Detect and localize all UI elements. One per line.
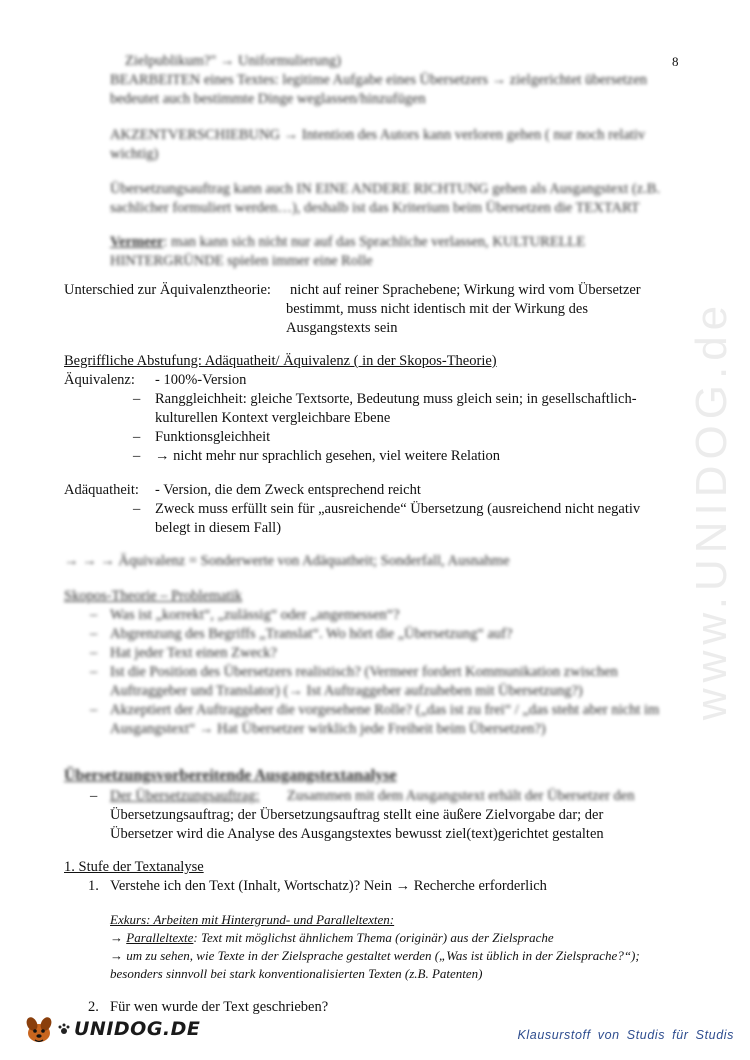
list-item: Verstehe ich den Text (Inhalt, Wortschatz)? Nein → Recherche erforderlich — [110, 878, 547, 894]
blurred-line: Was ist „korrekt“, „zulässig“ oder „angemessen“? — [110, 607, 400, 623]
dash-bullet: – — [133, 448, 141, 464]
blurred-line: sachlicher formuliert werden…), deshalb ist das Kriterium beim Übersetzen die TEXTART — [110, 200, 640, 216]
blurred-line: Akzeptiert der Auftraggeber die vorgesehene Rolle? („das ist zu frei“ / „das steht aber nicht im — [110, 702, 660, 718]
page-number: 8 — [672, 54, 679, 69]
blurred-line: wichtig) — [110, 146, 159, 162]
blurred-line: bedeutet auch bestimmte Dinge weglassen/hinzufügen — [110, 91, 426, 107]
exkurs-heading: Exkurs: Arbeiten mit Hintergrund- und Paralleltexten: — [110, 912, 395, 927]
analyse-bullet-rest: Zusammen mit dem Ausgangstext erhält der Übersetzer den — [287, 788, 635, 804]
watermark — [688, 280, 736, 740]
bullet-text: → nicht mehr nur sprachlich gesehen, viel weitere Relation — [155, 448, 501, 464]
unterschied-line: nicht auf reiner Sprachebene; Wirkung wird vom Übersetzer — [290, 282, 641, 298]
blurred-line: Hat jeder Text einen Zweck? — [110, 645, 277, 661]
exkurs-line: → Paralleltexte: Text mit möglichst ähnlichem Thema (originär) aus der Zielsprache — [110, 930, 554, 945]
adaequatheit-value: - Version, die dem Zweck entsprechend reicht — [155, 482, 421, 498]
bullet-text: Ranggleichheit: gleiche Textsorte, Bedeutung muss gleich sein; in gesellschaftlich- — [155, 391, 637, 407]
list-item: Für wen wurde der Text geschrieben? — [110, 999, 329, 1015]
bullet-text: belegt in diesem Fall) — [155, 520, 282, 536]
unidog-logo[interactable] — [22, 1012, 200, 1046]
footer-tagline: Klausurstoff von Studis für Studis — [517, 1028, 734, 1042]
paw-icon — [58, 1023, 70, 1035]
unterschied-label: Unterschied zur Äquivalenztheorie: — [64, 282, 271, 298]
dash-bullet: – — [90, 788, 98, 804]
dash-bullet: – — [90, 607, 98, 623]
dash-bullet: – — [90, 664, 98, 680]
analyse-heading: Übersetzungsvorbereitende Ausgangstextanalyse — [64, 767, 397, 784]
unterschied-line: Ausgangstexts sein — [286, 320, 398, 336]
blurred-line: Ist die Position des Übersetzers realistisch? (Vermeer fordert Kommunikation zwischen — [110, 664, 618, 680]
dash-bullet: – — [133, 501, 141, 517]
dog-icon — [22, 1012, 56, 1046]
logo-text: UNIDOG.DE — [74, 1018, 201, 1040]
aequivalenz-value: - 100%-Version — [155, 372, 247, 388]
blurred-line: Auftraggeber und Translator) (→ Ist Auftraggeber aufzuheben mit Übersetzung?) — [110, 683, 583, 699]
dash-bullet: – — [133, 391, 141, 407]
unterschied-line: bestimmt, muss nicht identisch mit der Wirkung des — [286, 301, 589, 317]
blurred-line: Übersetzungsauftrag kann auch IN EINE ANDERE RICHTUNG gehen als Ausgangstext (z.B. — [110, 181, 661, 197]
blurred-line: → → → Äquivalenz = Sonderwerte von Adäquatheit; Sonderfall, Ausnahme — [64, 553, 510, 569]
dash-bullet: – — [90, 645, 98, 661]
blurred-line: AKZENTVERSCHIEBUNG → Intention des Autors kann verloren gehen ( nur noch relativ — [110, 127, 646, 143]
bullet-text: kulturellen Kontext vergleichbare Ebene — [155, 410, 391, 426]
watermark-text: www.UNIDOG.de — [687, 299, 737, 721]
list-number: 1. — [88, 878, 99, 894]
blurred-line: Zielpublikum?" → Uniformulierung) — [125, 53, 342, 69]
blurred-heading: Skopos-Theorie – Problematik — [64, 588, 243, 604]
abstufung-heading: Begriffliche Abstufung: Adäquatheit/ Äquivalenz ( in der Skopos-Theorie) — [64, 353, 497, 369]
analyse-line: Übersetzungsauftrag; der Übersetzungsauftrag stellt eine äußere Zielvorgabe dar; der — [110, 807, 604, 823]
bullet-text: Zweck muss erfüllt sein für „ausreichende“ Übersetzung (ausreichend nicht negativ — [155, 501, 641, 517]
blurred-line: BEARBEITEN eines Textes: legitime Aufgabe eines Übersetzers → zielgerichtet übersetzen — [110, 72, 648, 88]
dash-bullet: – — [90, 626, 98, 642]
adaequatheit-label: Adäquatheit: — [64, 482, 139, 498]
dash-bullet: – — [133, 429, 141, 445]
blurred-line: HINTERGRÜNDE spielen immer eine Rolle — [110, 253, 373, 269]
bullet-text: Funktionsgleichheit — [155, 429, 271, 445]
blurred-line: Abgrenzung des Begriffs „Translat“. Wo hört die „Übersetzung“ auf? — [110, 626, 513, 642]
aequivalenz-label: Äquivalenz: — [64, 372, 135, 388]
blurred-line: Ausgangstext“ → Hat Übersetzer wirklich jede Freiheit beim Übersetzen?) — [110, 721, 546, 737]
list-number: 2. — [88, 999, 99, 1015]
exkurs-line: besonders sinnvoll bei stark konventionalisierten Texten (z.B. Patenten) — [110, 966, 483, 981]
exkurs-line: → um zu sehen, wie Texte in der Zielsprache gestaltet werden („Was ist üblich in der Zielsprache?“); — [110, 948, 640, 963]
dash-bullet: – — [90, 702, 98, 718]
blurred-line: Vermeer: man kann sich nicht nur auf das Sprachliche verlassen, KULTURELLE — [110, 234, 586, 250]
stufe-heading: 1. Stufe der Textanalyse — [64, 859, 204, 875]
analyse-line: Übersetzer wird die Analyse des Ausgangstextes bewusst ziel(text)gerichtet gestalten — [110, 826, 604, 842]
analyse-bullet-label: Der Übersetzungsauftrag: — [110, 788, 260, 804]
